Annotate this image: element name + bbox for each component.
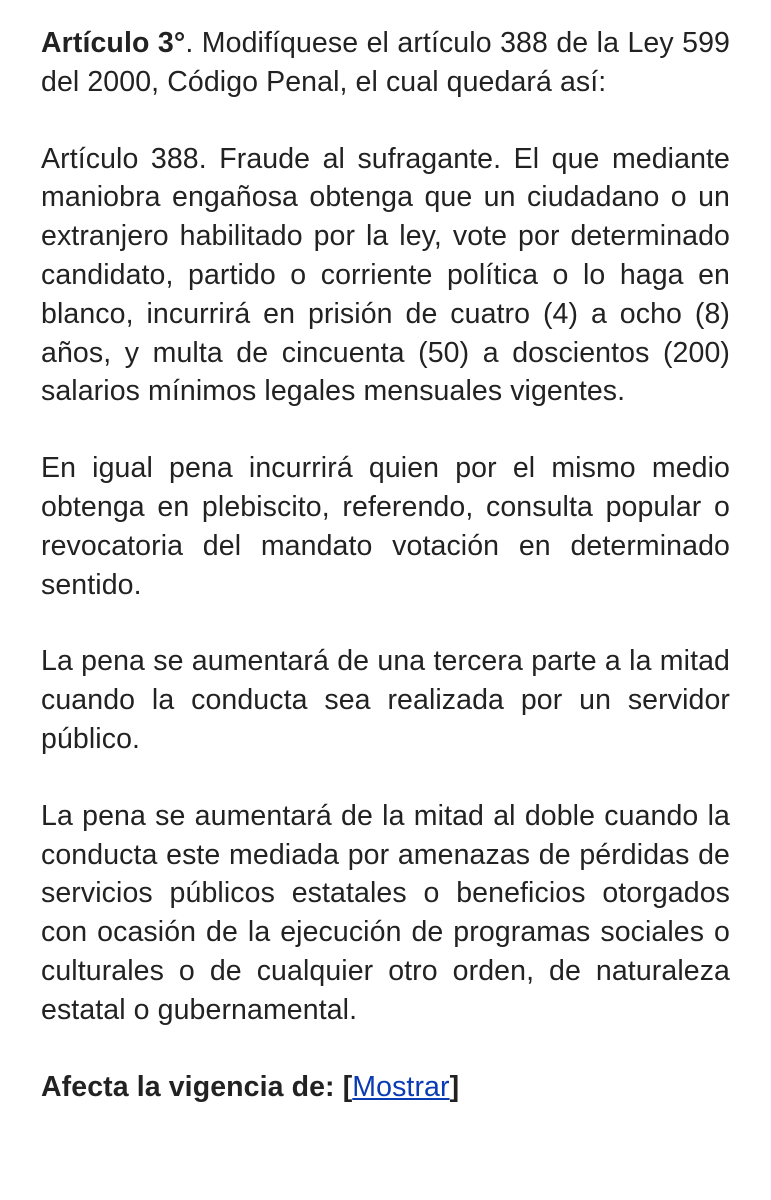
show-link[interactable]: Mostrar [352,1070,450,1103]
effects-line [41,1068,730,1107]
article-number: Artículo 3° [41,27,186,59]
article-paragraph-public-servant: La pena se aumentará de una tercera parte a la mitad cuando la conducta sea realizada por un servidor público. [41,645,730,755]
article-paragraph-388: Artículo 388. Fraude al sufragante. El que mediante maniobra engañosa obtenga que un ciudadano o un extranjero habilitado por la ley, vote por determinado candidato, partido o corriente política o lo haga en blanco, incurrirá en prisión de cuatro (4) a ocho (8) años, y multa de cincuenta (50) a doscientos (200) salarios mínimos legales mensuales vigentes. [41,142,730,408]
bracket-close: ] [449,1070,460,1103]
effects-label: Afecta la vigencia de: [41,1070,335,1103]
article-paragraph-same-penalty: En igual pena incurrirá quien por el mismo medio obtenga en plebiscito, referendo, consulta popular o revocatoria del mandato votación en determinado sentido. [41,452,730,601]
article-heading [41,24,730,102]
bracket-open: [ [342,1070,353,1103]
article-heading-text: . Modifíquese el artículo 388 de la Ley 599 del 2000, Código Penal, el cual quedará así: [41,27,730,98]
article-paragraph-threats: La pena se aumentará de la mitad al doble cuando la conducta este mediada por amenazas de pérdidas de servicios públicos estatales o beneficios otorgados con ocasión de la ejecución de programas sociales o culturales o de cualquier otro orden, de naturaleza estatal o gubernamental. [41,799,730,1026]
